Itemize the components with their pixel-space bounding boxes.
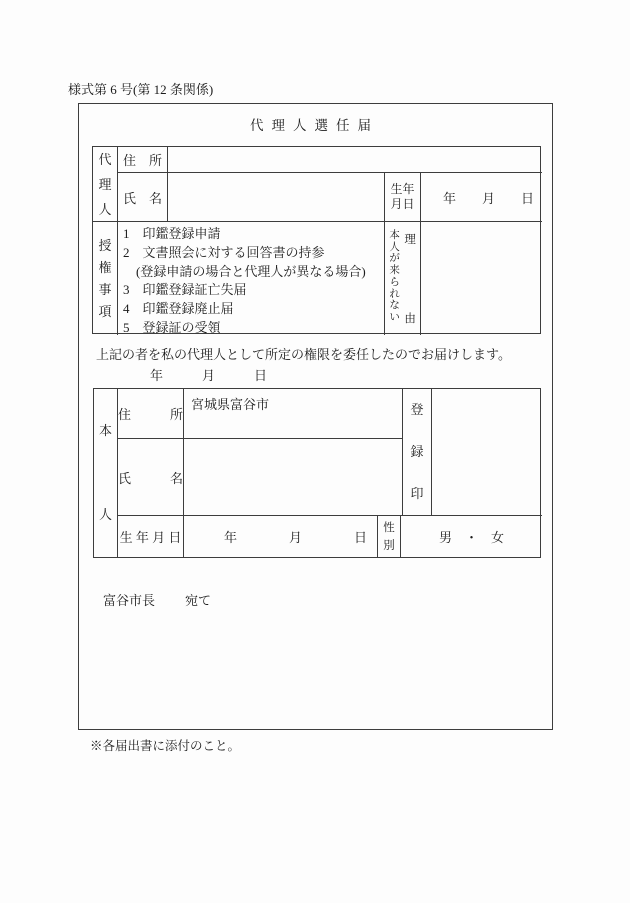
principal-table	[93, 388, 541, 558]
principal-address-label: 住 所	[118, 389, 184, 439]
declaration-date-line: 年 月 日	[150, 368, 268, 383]
reason-input-area	[421, 222, 542, 335]
addressee-suffix: 宛て	[185, 593, 212, 608]
agent-address-label: 住 所	[118, 147, 168, 173]
authority-item: 2 文書照会に対する回答書の持参	[123, 244, 325, 260]
agent-birthdate-label: 生年 月日	[390, 182, 415, 211]
authority-item: 1 印鑑登録申請	[123, 226, 221, 241]
agent-row-label: 代理人	[98, 152, 112, 217]
principal-row-label: 本人	[99, 423, 113, 522]
registered-seal-label: 登録印	[410, 402, 424, 501]
agent-name-label: 氏 名	[118, 173, 168, 222]
authority-row-label: 授権事項	[98, 238, 112, 319]
agent-name-input-area	[168, 173, 385, 222]
agent-birthdate-label-cell	[385, 173, 421, 222]
authority-items-list	[118, 222, 385, 335]
registered-seal-area	[432, 389, 542, 516]
agent-row-label-cell	[93, 147, 118, 222]
footnote: ※各届出書に添付のこと。	[90, 739, 241, 753]
principal-birthdate-value: 年 月 日	[184, 516, 378, 557]
authority-item: 3 印鑑登録証亡失届	[123, 282, 247, 298]
sex-label-cell	[378, 516, 401, 557]
addressee-name: 富谷市長	[103, 593, 156, 608]
declaration-statement: 上記の者を私の代理人として所定の権限を委任したのでお届けします。	[96, 347, 511, 362]
page-title: 代理人選任届	[250, 118, 379, 133]
agent-table	[92, 146, 541, 334]
addressee-line	[103, 590, 211, 609]
form-code: 様式第 6 号(第 12 条関係)	[68, 82, 214, 97]
agent-birthdate-value: 年 月 日	[421, 173, 542, 222]
principal-birthdate-label: 生 年 月 日	[118, 516, 184, 557]
reason-label: 本人が来られない 理 由	[389, 230, 416, 325]
principal-name-label: 氏 名	[118, 439, 184, 516]
principal-address-value: 宮城県富谷市	[184, 389, 403, 439]
authority-item: 4 印鑑登録廃止届	[123, 301, 234, 317]
authority-row-label-cell	[93, 222, 118, 335]
agent-address-input-area	[168, 147, 542, 173]
authority-item: (登録申請の場合と代理人が異なる場合)	[123, 263, 366, 279]
registered-seal-label-cell	[403, 389, 432, 516]
authority-item: 5 登録証の受領	[123, 319, 221, 335]
principal-row-label-cell	[94, 389, 118, 557]
reason-label-cell	[385, 222, 421, 335]
principal-name-input-area	[184, 439, 403, 516]
sex-label: 性別	[383, 522, 395, 552]
sex-value: 男 ・ 女	[438, 530, 504, 545]
